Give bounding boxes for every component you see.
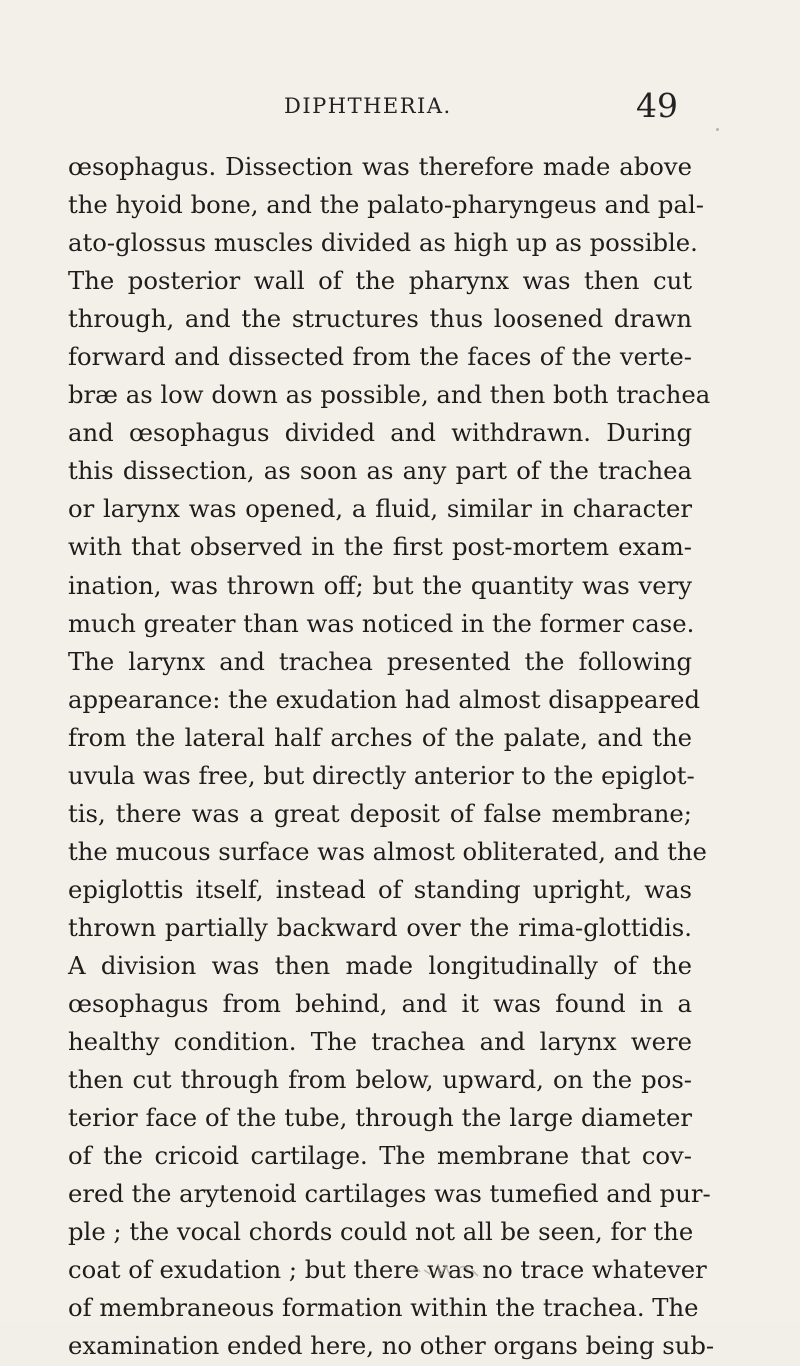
text-line: œsophagus from behind, and it was found in a bbox=[68, 989, 692, 1019]
signature-mark-smudge bbox=[410, 1258, 490, 1286]
text-line: ered the arytenoid cartilages was tumefied and pur- bbox=[68, 1179, 711, 1209]
text-line: examination ended here, no other organs being sub- bbox=[68, 1331, 715, 1361]
text-line: with that observed in the first post-mortem exam- bbox=[68, 532, 692, 562]
text-line: ination, was thrown off; but the quantity was very bbox=[68, 570, 692, 600]
text-line: A division was then made longitudinally of the bbox=[68, 950, 692, 980]
text-line: bræ as low down as possible, and then both trachea bbox=[68, 380, 711, 410]
text-line: the hyoid bone, and the palato-pharyngeus and pal- bbox=[68, 190, 704, 220]
text-line: of the cricoid cartilage. The membrane that cov- bbox=[68, 1141, 692, 1171]
page-number: 49 bbox=[636, 86, 678, 125]
text-line: the mucous surface was almost obliterated, and the bbox=[68, 836, 707, 866]
text-line: The posterior wall of the pharynx was then cut bbox=[68, 266, 692, 296]
text-line: then cut through from below, upward, on the pos- bbox=[68, 1065, 692, 1095]
page-header bbox=[0, 86, 800, 132]
body-text bbox=[68, 148, 715, 1366]
text-line: ple ; the vocal chords could not all be seen, for the bbox=[68, 1217, 694, 1247]
text-line: The larynx and trachea presented the following bbox=[68, 646, 692, 676]
text-line: and œsophagus divided and withdrawn. During bbox=[68, 418, 692, 448]
smudge-icon bbox=[410, 1258, 490, 1282]
text-line: forward and dissected from the faces of the verte- bbox=[68, 342, 692, 372]
text-line: œsophagus. Dissection was therefore made above bbox=[68, 152, 692, 181]
text-line: through, and the structures thus loosened drawn bbox=[68, 304, 692, 334]
text-line: ato-glossus muscles divided as high up as possible. bbox=[68, 228, 698, 258]
text-line: terior face of the tube, through the large diameter bbox=[68, 1103, 692, 1133]
text-line: much greater than was noticed in the former case. bbox=[68, 608, 695, 638]
text-line: healthy condition. The trachea and larynx were bbox=[68, 1027, 692, 1057]
text-line: of membraneous formation within the trachea. The bbox=[68, 1293, 699, 1323]
text-line: or larynx was opened, a fluid, similar in character bbox=[68, 494, 692, 524]
text-line: tis, there was a great deposit of false membrane; bbox=[68, 798, 692, 828]
running-title: DIPHTHERIA. bbox=[284, 94, 452, 118]
text-line: this dissection, as soon as any part of the trachea bbox=[68, 456, 692, 486]
text-line: thrown partially backward over the rima-glottidis. bbox=[68, 912, 692, 942]
text-line: from the lateral half arches of the palate, and the bbox=[68, 722, 692, 752]
text-line: uvula was free, but directly anterior to the epiglot- bbox=[68, 760, 695, 790]
paper-speck bbox=[716, 128, 719, 131]
text-line: epiglottis itself, instead of standing upright, was bbox=[68, 874, 692, 904]
text-line: appearance: the exudation had almost disappeared bbox=[68, 684, 701, 714]
text-line: coat of exudation ; but there was no trace whatever bbox=[68, 1255, 707, 1285]
